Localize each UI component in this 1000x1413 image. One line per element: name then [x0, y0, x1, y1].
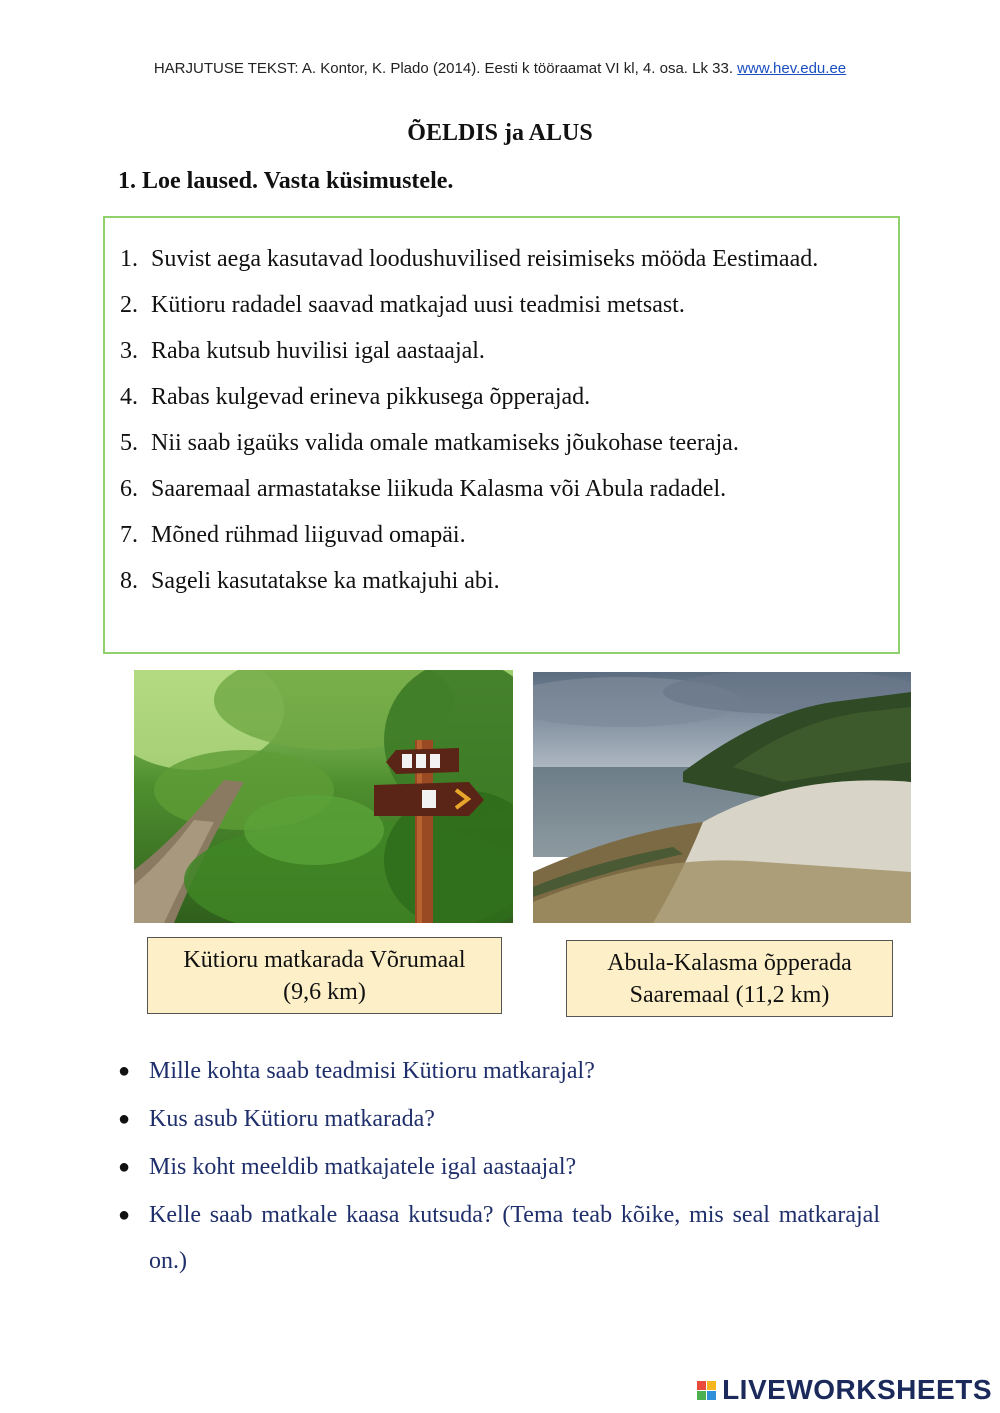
sentence-text: Mõned rühmad liiguvad omapäi. [151, 522, 466, 548]
question-item [118, 1048, 880, 1094]
question-list [118, 1048, 880, 1286]
liveworksheets-watermark [697, 1373, 992, 1407]
sentence-text: Suvist aega kasutavad loodushuvilised reisimiseks mööda Eestimaad. [151, 246, 819, 272]
question-item [118, 1192, 880, 1284]
caption-kutioru: Kütioru matkarada Võrumaal (9,6 km) [147, 937, 502, 1014]
bullet-icon: ● [118, 1060, 131, 1082]
task-heading: 1. Loe laused. Vasta küsimustele. [118, 168, 454, 194]
source-citation [0, 60, 1000, 77]
sentence-text: Raba kutsub huvilisi igal aastaajal. [151, 338, 485, 364]
question-text: Mis koht meeldib matkajatele igal aastaajal? [149, 1154, 577, 1180]
forest-trail-image [134, 670, 513, 923]
bullet-icon: ● [118, 1156, 131, 1178]
sentence-text: Nii saab igaüks valida omale matkamiseks jõukohase teeraja. [151, 430, 739, 456]
sentence-item: 5. Nii saab igaüks valida omale matkamiseks jõukohase teeraja. [120, 420, 882, 466]
sentence-text: Saaremaal armastatakse liikuda Kalasma või Abula radadel. [151, 476, 727, 502]
bullet-icon: ● [118, 1204, 131, 1226]
sentence-text: Kütioru radadel saavad matkajad uusi teadmisi metsast. [151, 292, 685, 318]
question-item [118, 1096, 880, 1142]
sentence-box [103, 216, 900, 654]
bullet-icon: ● [118, 1108, 131, 1130]
caption-abula-kalasma: Abula-Kalasma õpperada Saaremaal (11,2 km) [566, 940, 893, 1017]
sentence-item: 8. Sageli kasutatakse ka matkajuhi abi. [120, 558, 882, 604]
source-link[interactable]: www.hev.edu.ee [737, 60, 847, 77]
sentence-item: 7. Mõned rühmad liiguvad omapäi. [120, 512, 882, 558]
question-text: Kus asub Kütioru matkarada? [149, 1106, 435, 1132]
sentence-item: 1. Suvist aega kasutavad loodushuvilised reisimiseks mööda Eestimaad. [120, 236, 882, 282]
forest-trail-photo [134, 670, 513, 923]
source-text: HARJUTUSE TEKST: A. Kontor, K. Plado (2014). Eesti k tööraamat VI kl, 4. osa. Lk 33. [153, 60, 733, 77]
question-text: Kelle saab matkale kaasa kutsuda? (Tema teab kõike, mis seal matkarajal on.) [149, 1202, 880, 1274]
page-title: ÕELDIS ja ALUS [407, 120, 593, 146]
coastline-image [533, 672, 911, 923]
sentence-item: 3. Raba kutsub huvilisi igal aastaajal. [120, 328, 882, 374]
sentence-list [120, 236, 882, 604]
liveworksheets-logo-icon [697, 1381, 716, 1400]
sentence-text: Sageli kasutatakse ka matkajuhi abi. [151, 568, 500, 594]
sentence-text: Rabas kulgevad erineva pikkusega õpperajad. [151, 384, 591, 410]
sentence-item: 4. Rabas kulgevad erineva pikkusega õpperajad. [120, 374, 882, 420]
question-item [118, 1144, 880, 1190]
sentence-item: 2. Kütioru radadel saavad matkajad uusi teadmisi metsast. [120, 282, 882, 328]
sentence-item: 6. Saaremaal armastatakse liikuda Kalasma või Abula radadel. [120, 466, 882, 512]
coastline-photo [533, 672, 911, 923]
question-text: Mille kohta saab teadmisi Kütioru matkarajal? [149, 1058, 595, 1084]
watermark-text: LIVEWORKSHEETS [722, 1374, 992, 1405]
